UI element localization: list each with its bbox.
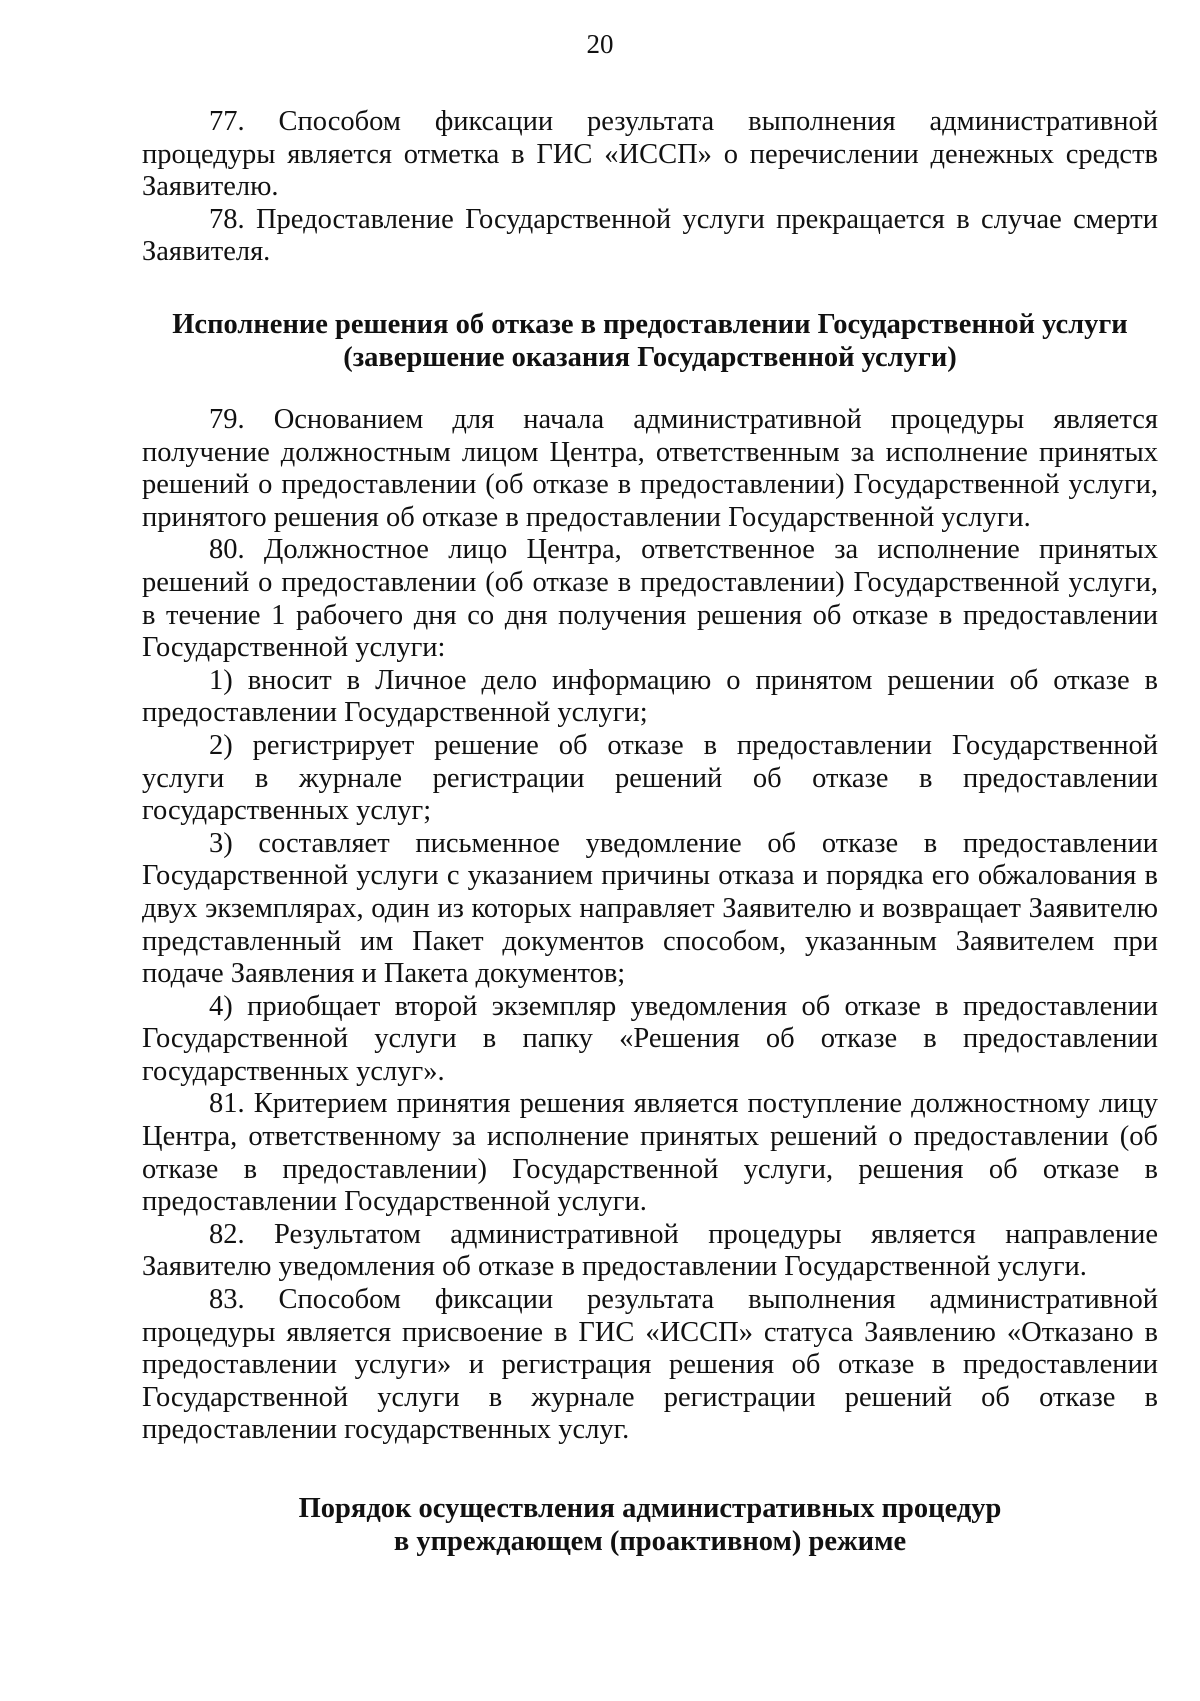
section-main-paragraphs (142, 404, 1158, 1447)
list-item-2: 2) регистрирует решение об отказе в предоставлении Государственной услуги в журнале регистрации решений об отказе в предоставлении государственных услуг; (142, 729, 1158, 827)
paragraph-79: 79. Основанием для начала административной процедуры является получение должностным лицом Центра, ответственным за исполнение принятых решений о предоставлении (об отказе в предоставлении) Государственной услуги, принятого решения об отказе в предоставлении Государственной услуги. (142, 404, 1158, 533)
section-heading-proactive-line-2: в упреждающем (проактивном) режиме (393, 1526, 907, 1557)
paragraph-80: 80. Должностное лицо Центра, ответственное за исполнение принятых решений о предоставлении (об отказе в предоставлении) Государственной услуги, в течение 1 рабочего дня со дня получения решения об отказе в предоставлении Государственной услуги: (142, 534, 1158, 664)
paragraph-78: 78. Предоставление Государственной услуги прекращается в случае смерти Заявителя. (142, 203, 1158, 268)
section-heading-proactive (142, 1492, 1158, 1558)
paragraph-83: 83. Способом фиксации результата выполнения административной процедуры является присвоение в ГИС «ИССП» статуса Заявлению «Отказано в предоставлении услуги» и регистрация решения об отказе в предоставлении Государственной услуги в журнале регистрации решений об отказе в предоставлении государственных услуг. (142, 1284, 1158, 1446)
section-top-paragraphs (142, 106, 1158, 269)
list-item-4: 4) приобщает второй экземпляр уведомления об отказе в предоставлении Государственной услуги в папку «Решения об отказе в предоставлении государственных услуг». (142, 990, 1158, 1087)
section-heading-refusal-line-1: Исполнение решения об отказе в предоставлении Государственной услуги (172, 309, 1128, 340)
list-item-3: 3) составляет письменное уведомление об отказе в предоставлении Государственной услуги с указанием причины отказа и порядка его обжалования в двух экземплярах, один из которых направляет Заявителю и возвращает Заявителю представленный им Пакет документов способом, указанным Заявителем при подаче Заявления и Пакета документов; (142, 827, 1158, 990)
paragraph-77: 77. Способом фиксации результата выполнения административной процедуры является отметка в ГИС «ИССП» о перечислении денежных средств Заявителю. (142, 106, 1158, 203)
page-number: 20 (586, 29, 614, 59)
list-item-1: 1) вносит в Личное дело информацию о принятом решении об отказе в предоставлении Государственной услуги; (142, 664, 1158, 729)
section-heading-refusal-line-2: (завершение оказания Государственной услуги) (343, 342, 957, 373)
paragraph-82: 82. Результатом административной процедуры является направление Заявителю уведомления об отказе в предоставлении Государственной услуги. (142, 1218, 1158, 1283)
section-heading-proactive-line-1: Порядок осуществления административных процедур (298, 1493, 1002, 1524)
section-heading-refusal (142, 308, 1158, 374)
paragraph-81: 81. Критерием принятия решения является поступление должностному лицу Центра, ответственному за исполнение принятых решений о предоставлении (об отказе в предоставлении) Государственной услуги, решения об отказе в предоставлении Государственной услуги. (142, 1088, 1158, 1218)
